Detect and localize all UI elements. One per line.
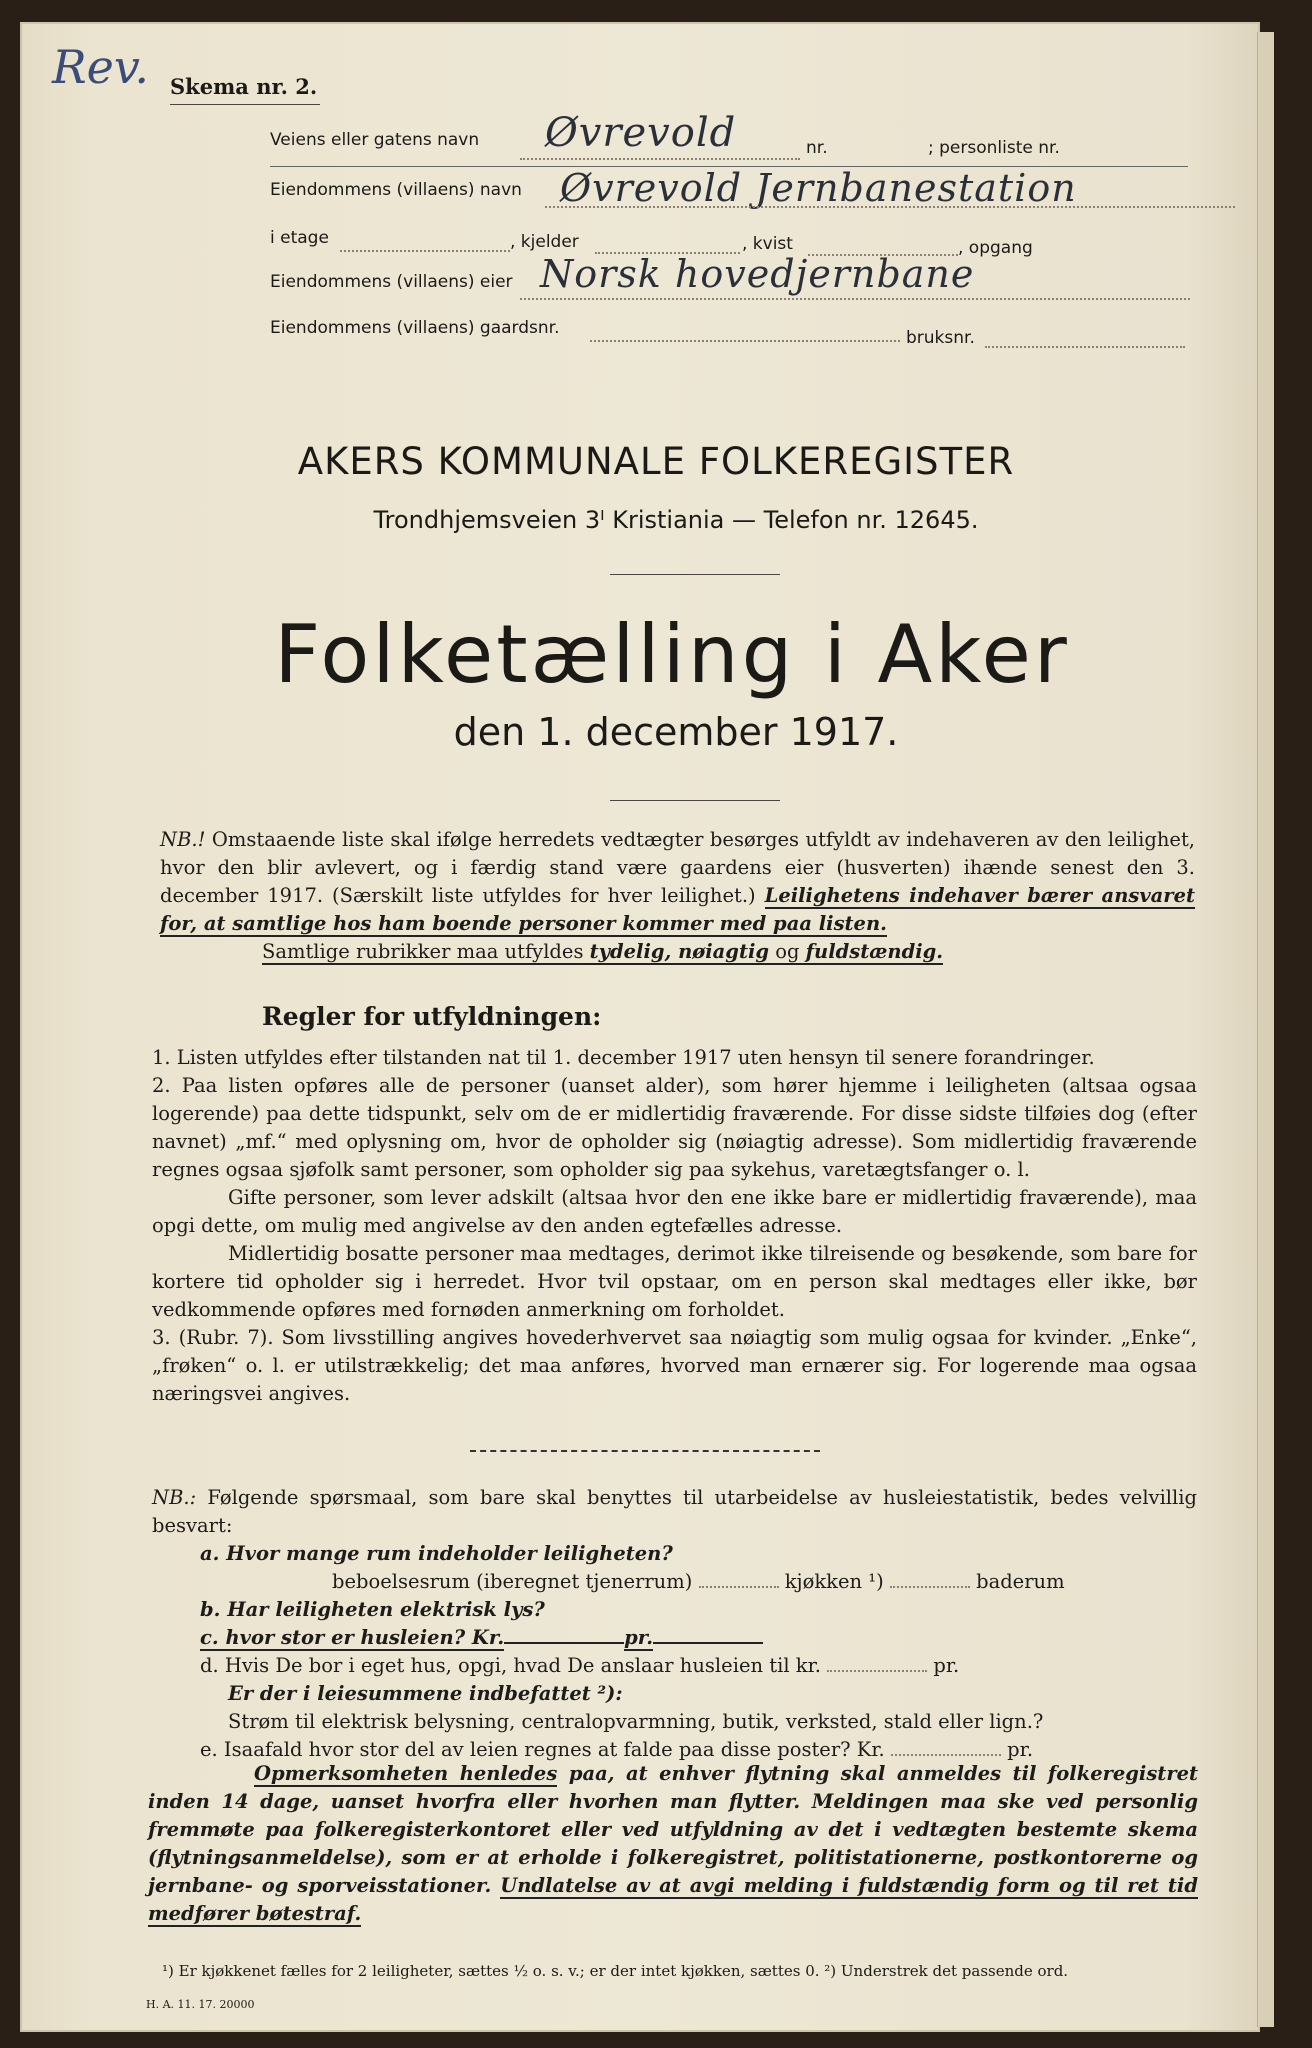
etage-label: i etage [270,228,329,248]
title-rule-top [610,574,780,575]
property-name-label: Eiendommens (villaens) navn [270,180,522,200]
owner-label: Eiendommens (villaens) eier [270,272,513,292]
question-a-bath: baderum [976,1570,1065,1593]
street-value: Øvrevold [545,110,737,156]
notice-attention: Opmerksomheten henledes [254,1762,558,1785]
rules-section [152,1044,1197,1408]
nb-underlined: Leilighetens indehaver bærer ansvaret for, at samtlige hos ham boende personer kommer med paa listen. [160,884,1195,935]
moving-notice [148,1760,1198,1928]
rule-2-married: Gifte personer, som lever adskilt (altsaa hvor den ene ikke bare er midlertidig fraværende), maa opgi dette, om mulig med angivelse av den anden egtefælles adresse. [152,1186,1197,1237]
property-name-line [545,206,1235,208]
question-c: c. hvor stor er husleien? Kr. [200,1626,505,1649]
gaardsnr-line [590,340,900,342]
etage-line [340,250,510,252]
nb-lead: NB.! [160,828,206,851]
nb-notice-2 [152,1484,1197,1764]
page-edge [1257,32,1274,2027]
owner-line [520,298,1190,300]
rule-3: 3. (Rubr. 7). Som livsstilling angives hovederhvervet saa nøiagtig som mulig ogsaa for kvinder. „Enke“, „frøken“ o. l. er utilstrækkelig; det maa anføres, hvorved man ernærer sig. For logerende maa ogsaa næringsvei angives. [152,1326,1197,1405]
document-date: den 1. december 1917. [453,710,899,754]
footnote: ¹) Er kjøkkenet fælles for 2 leiligheter, sættes ½ o. s. v.; er der intet kjøkken, sættes 0. ²) Understrek det passende ord. [162,1962,1069,1980]
printer-mark: H. A. 11. 17. 20000 [146,1998,255,2011]
margin-note: Rev. [52,40,150,94]
question-d-items: Strøm til elektrisk belysning, centralopvarmning, butik, verksted, stald eller lign.? [228,1710,1044,1733]
nr-label: nr. [806,138,828,158]
question-a: a. Hvor mange rum indeholder leiligheten? [200,1542,673,1565]
opgang-label: , opgang [958,238,1033,258]
bruksnr-label: bruksnr. [906,328,975,348]
nb-notice-1 [160,826,1195,966]
question-c-pr: pr. [624,1626,654,1649]
question-b: b. Har leiligheten elektrisk lys? [200,1598,545,1621]
title-rule-bottom [610,800,780,801]
rules-heading: Regler for utfyldningen: [262,1002,602,1031]
owner-value: Norsk hovedjernbane [540,252,975,296]
nb2-intro: Følgende spørsmaal, som bare skal benyttes til utarbeidelse av husleiestatistik, bedes velvillig besvart: [152,1486,1197,1537]
kjelder-label: , kjelder [510,232,579,252]
document-title: Folketælling i Aker [274,608,1070,701]
question-a-rooms: beboelsesrum (iberegnet tjenerrum) [332,1570,693,1593]
question-e: e. Isaafald hvor stor del av leien regnes at falde paa disse poster? Kr. [200,1738,885,1761]
street-line [520,158,800,160]
nb-requirement-c: og [775,940,800,963]
nb-requirement-b: tydelig, nøiagtig [589,940,769,963]
gaardsnr-label: Eiendommens (villaens) gaardsnr. [270,318,560,338]
street-label: Veiens eller gatens navn [270,130,480,150]
property-name-value: Øvrevold Jernbanestation [560,166,1077,210]
rule-2-temporary: Midlertidig bosatte personer maa medtages, derimot ikke tilreisende og besøkende, som bare for kortere tid opholder sig i herredet. Hvor tvil opstaar, om en person skal medtages eller ikke, bør vedkommende opføres med fornøden anmerkning om forholdet. [152,1242,1197,1321]
question-d: d. Hvis De bor i eget hus, opgi, hvad De anslaar husleien til kr. [200,1654,821,1677]
question-d-included: Er der i leiesummene indbefattet ²): [228,1682,623,1705]
org-name: AKERS KOMMUNALE FOLKEREGISTER [297,440,1015,483]
bruksnr-line [985,346,1185,348]
nb-requirement-d: fuldstændig. [805,940,944,963]
notice-penalty: Undlatelse av at avgi melding i fuldstændig form og til ret tid medfører bøtestraf. [148,1874,1198,1925]
question-e-pr: pr. [1007,1738,1034,1761]
kvist-label: , kvist [742,234,793,254]
question-d-pr: pr. [933,1654,960,1677]
schema-number: Skema nr. 2. [170,74,318,99]
nb2-lead: NB.: [152,1486,197,1509]
rule-1: 1. Listen utfyldes efter tilstanden nat til 1. december 1917 uten hensyn til senere forandringer. [152,1046,1095,1069]
nb-requirement: Samtlige rubrikker maa utfyldes [262,940,584,963]
rule-2: 2. Paa listen opføres alle de personer (uanset alder), som hører hjemme i leiligheten (altsaa ogsaa logerende) paa dette tidspunkt, selv om de er midlertidig fraværende. For disse sidste tilføies dog (efter navnet) „mf.“ med oplysning om, hvor de opholder sig (nøiagtig adresse). Som midlertidig fraværende regnes ogsaa sjøfolk samt personer, som opholder sig paa sykehus, varetægtsfanger o. l. [152,1074,1197,1181]
question-a-kitchen: kjøkken ¹) [784,1570,884,1593]
divider-squiggle [470,1450,820,1456]
schema-underline [170,104,320,105]
personliste-label: ; personliste nr. [928,138,1060,158]
org-address: Trondhjemsveien 3ᴵ Kristiania — Telefon nr. 12645. [373,506,979,534]
notice-text: paa, at enhver flytning skal anmeldes til folkeregistret inden 14 dage, uanset hvorfra eller hvorhen man flytter. Meldingen maa ske ved personlig fremmøte paa folkeregisterkontoret eller ved utfyldning av det i vedtægten bestemte skema (flytningsanmeldelse), som er at erholde i folkeregistret, politistationerne, postkontorerne og jernbane- og sporveisstationer. [148,1762,1199,1897]
nb-text: Omstaaende liste skal ifølge herredets vedtægter besørges utfyldt av indehaveren av den leilighet, hvor den blir avlevert, og i færdig stand være gaardens eier (husverten) ihænde senest den 3. december 1917. (Særskilt liste utfyldes for hver leilighet.) [160,828,1195,907]
